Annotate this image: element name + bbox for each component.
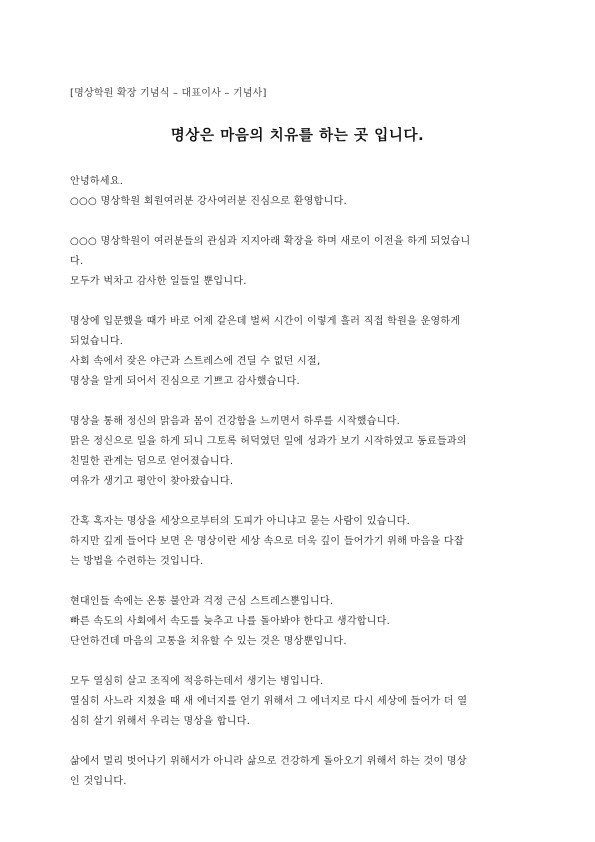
body-line: 단언하건데 마음의 고통을 치유할 수 있는 것은 명상뿐입니다.	[70, 636, 347, 647]
document-header-tag: [명상학원 확장 기념식 – 대표이사 – 기념사]	[70, 88, 267, 99]
body-line: 모두 열심히 살고 조직에 적응하는데서 생기는 병입니다.	[70, 676, 324, 687]
body-line: 간혹 혹자는 명상을 세상으로부터의 도피가 아니냐고 묻는 사람이 있습니다.	[70, 516, 411, 527]
body-line: 모두가 벅차고 감사한 일들일 뿐입니다.	[70, 276, 247, 287]
paragraph-gap	[70, 212, 528, 232]
body-line: ○○○ 명상학원이 여러분들의 관심과 지지아래 확장을 하며 새로이 이전을 하게 되었습니	[70, 236, 471, 247]
body-line: 명상을 알게 되어서 진심으로 기쁘고 감사했습니다.	[70, 376, 301, 387]
body-line: 인 것입니다.	[70, 776, 127, 787]
body-line: 심히 살기 위해서 우리는 명상을 합니다.	[70, 716, 251, 727]
body-line: 친밀한 관계는 덤으로 얻어졌습니다.	[70, 456, 234, 467]
paragraph-gap	[70, 732, 528, 752]
document-title: 명상은 마음의 치유를 하는 곳 입니다.	[170, 128, 425, 144]
document-body	[70, 172, 528, 792]
body-line: 현대인들 속에는 온통 불안과 걱정 근심 스트레스뿐입니다.	[70, 596, 334, 607]
body-line: 안녕하세요.	[70, 176, 124, 187]
body-line: 되었습니다.	[70, 336, 124, 347]
paragraph-gap	[70, 572, 528, 592]
body-line: 명상에 입문했을 때가 바로 어제 같은데 벌써 시간이 이렇게 흘러 직접 학원을 운영하게	[70, 316, 461, 327]
body-line: 빠른 속도의 사회에서 속도를 늦추고 나를 돌아봐야 한다고 생각합니다.	[70, 616, 391, 627]
paragraph-gap	[70, 292, 528, 312]
body-line: 다.	[70, 256, 84, 267]
paragraph-gap	[70, 392, 528, 412]
body-line: 삶에서 멀리 벗어나기 위해서가 아니라 삶으로 건강하게 돌아오기 위해서 하는 것이 명상	[70, 756, 467, 767]
body-line: 열심히 사느라 지쳤을 때 새 에너지를 얻기 위해서 그 에너지로 다시 세상에 들어가 더 열	[70, 696, 468, 707]
body-line: 여유가 생기고 평안이 찾아왔습니다.	[70, 476, 234, 487]
body-line: ○○○ 명상학원 회원여러분 강사여러분 진심으로 환영합니다.	[70, 196, 348, 207]
body-line: 맑은 정신으로 일을 하게 되니 그토록 허덕였던 일에 성과가 보기 시작하였고 동료들과의	[70, 436, 467, 447]
paragraph-gap	[70, 492, 528, 512]
body-line: 는 방법을 수련하는 것입니다.	[70, 556, 204, 567]
paragraph-gap	[70, 652, 528, 672]
body-line: 하지만 깊게 들어다 보면 은 명상이란 세상 속으로 더욱 깊이 들어가기 위해 마음을 다잡	[70, 536, 464, 547]
body-line: 사회 속에서 잦은 야근과 스트레스에 견딜 수 없던 시절,	[70, 356, 321, 367]
body-line: 명상을 통해 정신의 맑음과 몸이 건강함을 느끼면서 하루를 시작했습니다.	[70, 416, 401, 427]
